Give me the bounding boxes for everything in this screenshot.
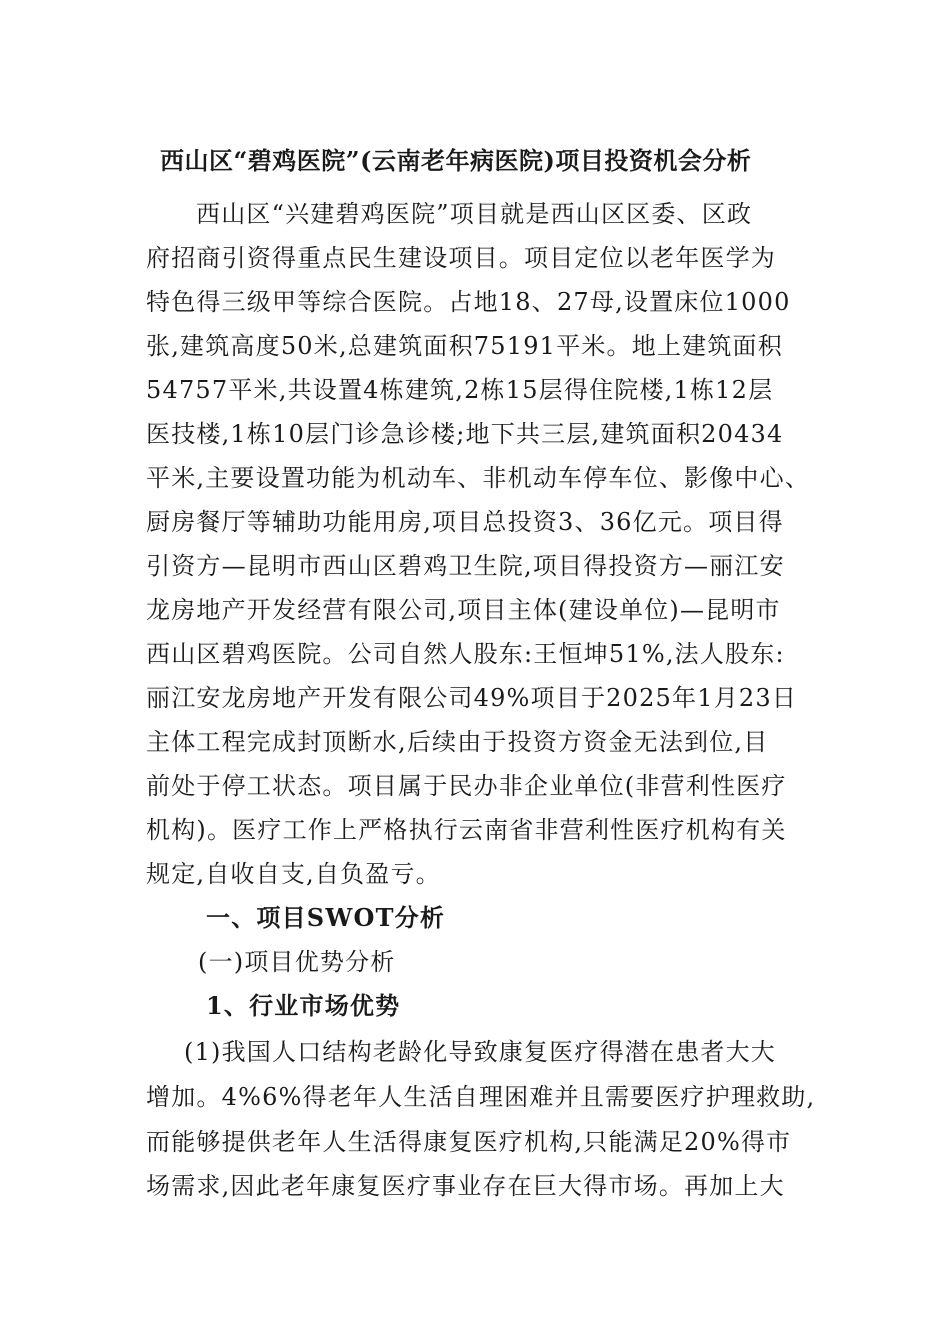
point-heading: 1、行业市场优势: [206, 991, 401, 1020]
body-line: 而能够提供老年人生活得康复医疗机构,只能满足20%得市: [146, 1128, 792, 1156]
intro-line: 张,建筑高度50米,总建筑面积75191平米。地上建筑面积: [146, 332, 783, 360]
body-line: 场需求,因此老年康复医疗事业存在巨大得市场。再加上大: [146, 1172, 785, 1200]
intro-line: 西山区碧鸡医院。公司自然人股东:王恒坤51%,法人股东:: [146, 640, 785, 668]
intro-line: 府招商引资得重点民生建设项目。项目定位以老年医学为: [146, 244, 776, 272]
document-title: 西山区“碧鸡医院”(云南老年病医院)项目投资机会分析: [160, 146, 752, 175]
intro-line: 规定,自收自支,自负盈亏。: [146, 860, 441, 888]
body-line: 增加。4%6%得老年人生活自理困难并且需要医疗护理救助,: [146, 1083, 816, 1111]
intro-line: 西山区“兴建碧鸡医院”项目就是西山区区委、区政: [196, 200, 753, 228]
intro-line: 主体工程完成封顶断水,后续由于投资方资金无法到位,目: [146, 728, 769, 756]
intro-line: 特色得三级甲等综合医院。占地18、27母,设置床位1000: [146, 288, 791, 316]
intro-line: 丽江安龙房地产开发有限公司49%项目于2025年1月23日: [146, 684, 798, 712]
intro-line: 引资方—昆明市西山区碧鸡卫生院,项目得投资方—丽江安: [146, 552, 785, 580]
intro-line: 龙房地产开发经营有限公司,项目主体(建设单位)—昆明市: [146, 596, 781, 624]
intro-line: 54757平米,共设置4栋建筑,2栋15层得住院楼,1栋12层: [146, 376, 774, 404]
body-line: (1)我国人口结构老龄化导致康复医疗得潜在患者大大: [184, 1038, 776, 1066]
intro-line: 平米,主要设置功能为机动车、非机动车停车位、影像中心、: [146, 464, 811, 492]
subsection-heading: (一)项目优势分析: [198, 948, 396, 976]
intro-line: 前处于停工状态。项目属于民办非企业单位(非营利性医疗: [146, 772, 787, 800]
intro-line: 机构)。医疗工作上严格执行云南省非营利性医疗机构有关: [146, 816, 787, 844]
intro-line: 厨房餐厅等辅助功能用房,项目总投资3、36亿元。项目得: [146, 508, 784, 536]
section-heading: 一、项目SWOT分析: [206, 903, 446, 932]
intro-line: 医技楼,1栋10层门诊急诊楼;地下共三层,建筑面积20434: [146, 420, 784, 448]
